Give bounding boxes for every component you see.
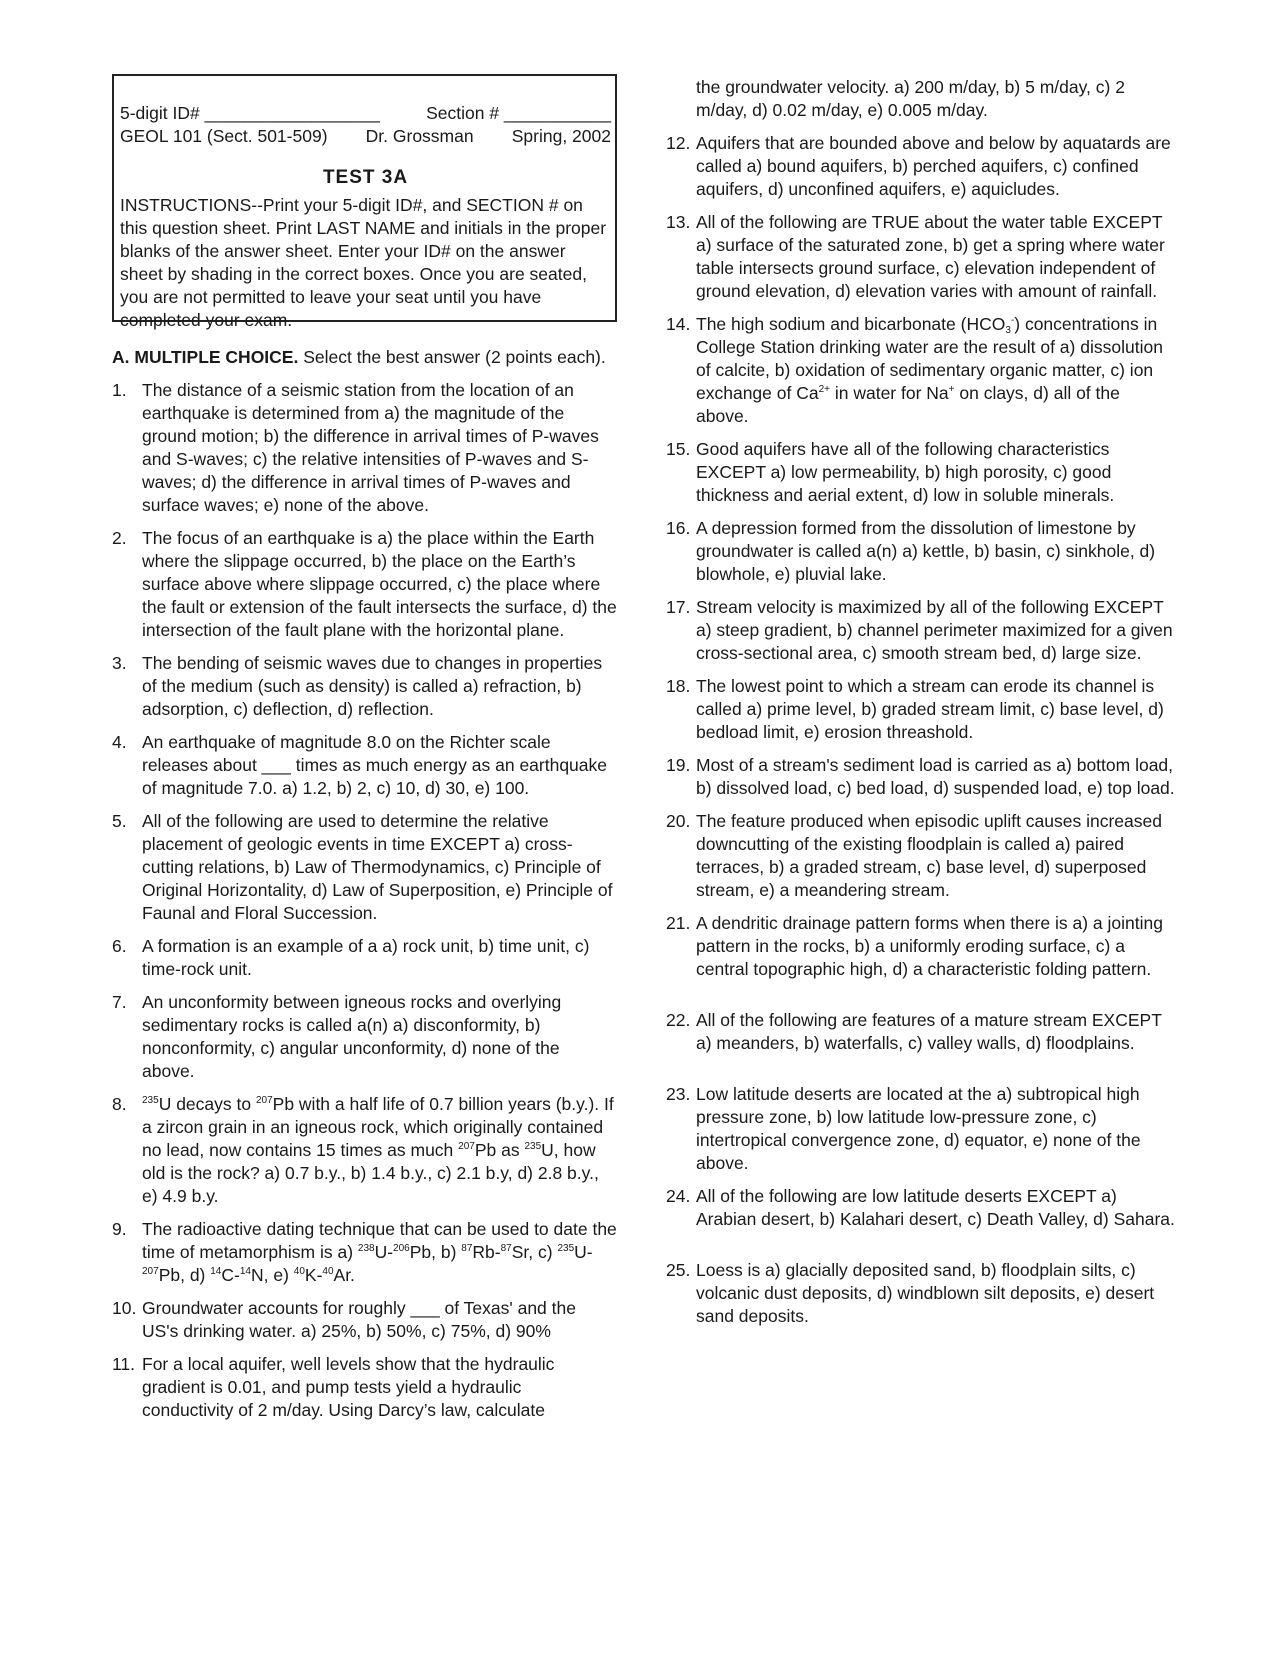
- course-name: GEOL 101 (Sect. 501-509): [120, 126, 328, 146]
- question-number: 14.: [666, 314, 691, 334]
- question-text: For a local aquifer, well levels show that the hydraulic gradient is 0.01, and pump tests yield a hydraulic conductivity of 2 m/day. Using Darcy’s law, calculate: [142, 1354, 555, 1420]
- question-20: [666, 810, 1176, 902]
- test-title: TEST 3A: [322, 167, 409, 188]
- isotope-superscript: 238: [357, 1243, 375, 1254]
- left-column: [112, 74, 617, 1432]
- question-10: [112, 1297, 617, 1343]
- header-box: [112, 74, 617, 330]
- isotope-superscript: 235: [142, 1095, 159, 1106]
- instructions: INSTRUCTIONS--Print your 5-digit ID#, and SECTION # on this question sheet. Print LAST NAME and initials in the proper blanks of the answer sheet. Enter your ID# on the answer sheet by shading in the correct boxes. Once you are seated, you are not permitted to leave your seat until you have completed your exam.: [120, 195, 607, 330]
- text-span: U decays to: [158, 1094, 256, 1114]
- question-19: [666, 754, 1176, 800]
- question-6: [112, 935, 617, 981]
- question-14: [666, 313, 1176, 428]
- question-text: All of the following are used to determine the relative placement of geologic events in time EXCEPT a) cross-cutting relations, b) Law of Thermodynamics, c) Principle of Original Horizontality, d) Law of Superposition, e) Principle of Faunal and Floral Succession.: [142, 811, 613, 923]
- isotope-superscript: 235: [557, 1243, 575, 1254]
- question-text: All of the following are TRUE about the water table EXCEPT a) surface of the saturated zone, b) get a spring where water table intersects ground surface, c) elevation independent of ground elevation, d) elevation varies with amount of rainfall.: [696, 212, 1165, 301]
- question-23: [666, 1083, 1176, 1175]
- question-7: [112, 991, 617, 1083]
- question-number: 3.: [112, 653, 127, 673]
- question-number: 2.: [112, 528, 127, 548]
- text-span: N, e): [250, 1265, 294, 1285]
- text-span: U-: [374, 1242, 394, 1262]
- question-number: 24.: [666, 1186, 691, 1206]
- question-text: A formation is an example of a a) rock unit, b) time unit, c) time-rock unit.: [142, 936, 590, 979]
- isotope-superscript: 235: [524, 1141, 542, 1152]
- question-number: 19.: [666, 755, 691, 775]
- question-number: 9.: [112, 1219, 127, 1239]
- instructor-name: Dr. Grossman: [365, 126, 474, 146]
- question-text: An earthquake of magnitude 8.0 on the Richter scale releases about ___ times as much energy as an earthquake of magnitude 7.0. a) 1.2, b) 2, c) 10, d) 30, e) 100.: [142, 732, 608, 798]
- question-text: The bending of seismic waves due to changes in properties of the medium (such as density) is called a) refraction, b) adsorption, c) deflection, d) reflection.: [142, 653, 603, 719]
- question-text: The focus of an earthquake is a) the place within the Earth where the slippage occurred, b) the place on the Earth’s surface above where slippage occurred, c) the place where the fault or extension of the fault intersects the surface, d) the intersection of the fault plane with the horizontal plane.: [142, 528, 617, 640]
- text-span: The high sodium and bicarbonate (HCO: [696, 314, 1006, 334]
- text-span: Pb with a half life of 0.7 billion years (b.y.). If a zircon grain in an igneous rock, which originally contained no lead, now contains 15 times as much: [142, 1094, 614, 1160]
- question-text: Good aquifers have all of the following characteristics EXCEPT a) low permeability, b) high porosity, c) good thickness and aerial extent, d) low in soluble minerals.: [696, 439, 1115, 505]
- spacer: [666, 1065, 1176, 1083]
- term: Spring, 2002: [511, 126, 611, 146]
- question-25: [666, 1259, 1176, 1328]
- question-number: 15.: [666, 439, 691, 459]
- question-13: [666, 211, 1176, 303]
- spacer: [666, 991, 1176, 1009]
- text-span: Pb, b): [409, 1242, 462, 1262]
- question-number: 7.: [112, 992, 127, 1012]
- question-text: Groundwater accounts for roughly ___ of Texas' and the US's drinking water. a) 25%, b) 50%, c) 75%, d) 90%: [142, 1298, 576, 1341]
- question-text: All of the following are features of a mature stream EXCEPT a) meanders, b) waterfalls, c) valley walls, d) floodplains.: [696, 1010, 1162, 1053]
- question-11: [112, 1353, 617, 1422]
- text-span: Sr, c): [511, 1242, 558, 1262]
- text-span: ) concentrations in College Station drinking water are the result of a) dissolution of calcite, b) oxidation of sedimentary organic matter, c) ion exchange of Ca: [696, 314, 1163, 403]
- text-span: Ar.: [333, 1265, 355, 1285]
- question-number: 12.: [666, 133, 691, 153]
- section-note: Select the best answer (2 points each).: [303, 347, 606, 367]
- question-text: Loess is a) glacially deposited sand, b) floodplain silts, c) volcanic dust deposits, d) windblown silt deposits, e) desert sand deposits.: [696, 1260, 1155, 1326]
- isotope-superscript: 87: [500, 1243, 512, 1254]
- id-field-label: 5-digit ID# __________________: [120, 103, 380, 123]
- question-number: 18.: [666, 676, 691, 696]
- question-text: [696, 313, 1176, 428]
- question-text: The lowest point to which a stream can erode its channel is called a) prime level, b) graded stream limit, c) base level, d) bedload limit, e) erosion threashold.: [696, 676, 1164, 742]
- text-span: Pb as: [474, 1140, 525, 1160]
- spacer: [666, 1241, 1176, 1259]
- question-17: [666, 596, 1176, 665]
- question-text: Aquifers that are bounded above and below by aquatards are called a) bound aquifers, b) perched aquifers, c) confined aquifers, d) unconfined aquifers, e) aquicludes.: [696, 133, 1171, 199]
- isotope-superscript: 207: [142, 1266, 159, 1277]
- question-text: The distance of a seismic station from the location of an earthquake is determined from a) the magnitude of the ground motion; b) the difference in arrival times of P-waves and S-waves; c) the relative intensities of P-waves and S-waves; d) the difference in arrival times of P-waves and surface waves; e) none of the above.: [142, 380, 599, 515]
- id-row: [120, 102, 611, 125]
- question-number: 10.: [112, 1298, 137, 1318]
- question-12: [666, 132, 1176, 201]
- question-text: Most of a stream's sediment load is carried as a) bottom load, b) dissolved load, c) bed load, d) suspended load, e) top load.: [696, 755, 1175, 798]
- question-16: [666, 517, 1176, 586]
- question-number: 21.: [666, 913, 691, 933]
- question-5: [112, 810, 617, 925]
- subscript: 3: [1005, 325, 1011, 336]
- isotope-superscript: 207: [458, 1141, 475, 1152]
- section-label: A. MULTIPLE CHOICE.: [112, 347, 299, 367]
- question-number: 20.: [666, 811, 691, 831]
- question-number: 4.: [112, 732, 127, 752]
- charge-superscript: -: [1010, 315, 1015, 326]
- question-3: [112, 652, 617, 721]
- section-field-label: Section # ___________: [426, 103, 611, 123]
- isotope-superscript: 206: [393, 1243, 410, 1254]
- text-span: K-: [304, 1265, 323, 1285]
- question-number: 6.: [112, 936, 127, 956]
- question-11-continued: the groundwater velocity. a) 200 m/day, b) 5 m/day, c) 2 m/day, d) 0.02 m/day, e) 0.005 m/day.: [696, 77, 1125, 120]
- text-span: in water for Na: [830, 383, 949, 403]
- question-22: [666, 1009, 1176, 1055]
- text-span: U, how old is the rock? a) 0.7 b.y., b) 1.4 b.y., c) 2.1 b.y, d) 2.8 b.y., e) 4.9 b.y.: [142, 1140, 599, 1206]
- isotope-superscript: 87: [461, 1243, 473, 1254]
- text-span: C-: [221, 1265, 240, 1285]
- isotope-superscript: 14: [210, 1266, 222, 1277]
- question-8: [112, 1093, 617, 1208]
- section-heading: [112, 346, 617, 369]
- text-span: The radioactive dating technique that can be used to date the time of metamorphism is a): [142, 1219, 617, 1262]
- question-18: [666, 675, 1176, 744]
- isotope-superscript: 40: [293, 1266, 305, 1277]
- question-9: [112, 1218, 617, 1287]
- question-number: 23.: [666, 1084, 691, 1104]
- text-span: on clays, d) all of the above.: [696, 383, 1120, 426]
- question-number: 1.: [112, 380, 127, 400]
- charge-superscript: +: [948, 384, 955, 395]
- question-text: The feature produced when episodic uplift causes increased downcutting of the existing floodplain is called a) paired terraces, b) a graded stream, c) base level, d) superposed stream, e) a meandering stream.: [696, 811, 1162, 900]
- isotope-superscript: 14: [239, 1266, 251, 1277]
- question-24: [666, 1185, 1176, 1231]
- question-text: Low latitude deserts are located at the a) subtropical high pressure zone, b) low latitude low-pressure zone, c) intertropical convergence zone, d) equator, e) none of the above.: [696, 1084, 1141, 1173]
- question-number: 13.: [666, 212, 691, 232]
- isotope-superscript: 40: [322, 1266, 334, 1277]
- question-number: 17.: [666, 597, 691, 617]
- charge-superscript: 2+: [818, 384, 830, 395]
- question-number: 16.: [666, 518, 691, 538]
- isotope-superscript: 207: [255, 1095, 273, 1106]
- text-span: Pb, d): [158, 1265, 211, 1285]
- question-text: A depression formed from the dissolution of limestone by groundwater is called a(n) a) kettle, b) basin, c) sinkhole, d) blowhole, e) pluvial lake.: [696, 518, 1156, 584]
- question-21: [666, 912, 1176, 981]
- question-text: [142, 1218, 617, 1287]
- right-column: [666, 76, 1176, 1338]
- question-number: 5.: [112, 811, 127, 831]
- question-15: [666, 438, 1176, 507]
- question-4: [112, 731, 617, 800]
- text-span: Rb-: [472, 1242, 501, 1262]
- question-text: A dendritic drainage pattern forms when there is a) a jointing pattern in the rocks, b) a uniformly eroding surface, c) a central topographic high, d) a characteristic folding pattern.: [696, 913, 1163, 979]
- course-row: [120, 125, 611, 148]
- question-text: [142, 1093, 617, 1208]
- question-text: All of the following are low latitude deserts EXCEPT a) Arabian desert, b) Kalahari desert, c) Death Valley, d) Sahara.: [696, 1186, 1175, 1229]
- text-span: U-: [574, 1242, 593, 1262]
- question-text: Stream velocity is maximized by all of the following EXCEPT a) steep gradient, b) channel perimeter maximized for a given cross-sectional area, c) smooth stream bed, d) large size.: [696, 597, 1173, 663]
- question-number: 11.: [112, 1354, 136, 1374]
- question-number: 22.: [666, 1010, 691, 1030]
- question-number: 8.: [112, 1094, 127, 1114]
- question-text: An unconformity between igneous rocks and overlying sedimentary rocks is called a(n) a) disconformity, b) nonconformity, c) angular unconformity, d) none of the above.: [142, 992, 562, 1081]
- question-number: 25.: [666, 1260, 691, 1280]
- question-1: [112, 379, 617, 517]
- question-2: [112, 527, 617, 642]
